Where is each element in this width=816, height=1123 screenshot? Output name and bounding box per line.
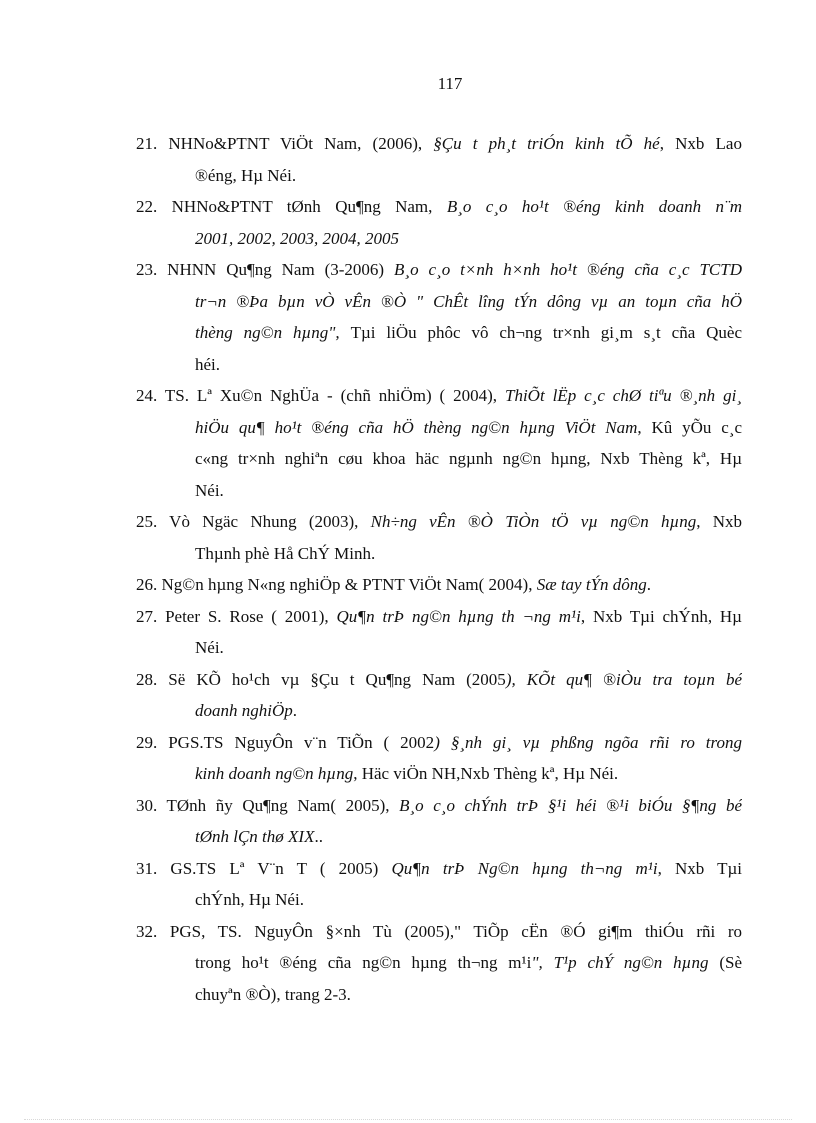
reference-item xyxy=(136,727,742,790)
reference-text: Thµnh phè Hå ChÝ Minh. xyxy=(195,543,376,563)
reference-title-text: Qu¶n trÞ Ng©n hµng th¬ng m¹i xyxy=(391,858,658,878)
reference-text: Néi. xyxy=(195,638,224,657)
reference-text: trong ho¹t ®éng cña ng©n hµng th¬ng m¹i xyxy=(195,953,532,972)
reference-title-text: tØnh lÇn thø XIX xyxy=(195,827,315,846)
reference-line xyxy=(136,128,742,160)
reference-text: 31. GS.TS Lª V¨n T ( 2005) xyxy=(136,858,392,878)
reference-line xyxy=(136,191,742,223)
reference-line xyxy=(136,758,742,790)
reference-text: 23. NHNN Qu¶ng Nam (3-2006) xyxy=(136,260,395,279)
reference-line xyxy=(136,979,742,1011)
reference-item xyxy=(136,506,742,569)
reference-title-text: §Çu t ph¸t triÓn kinh tÕ hé xyxy=(433,134,660,153)
page-bottom-divider xyxy=(24,1119,792,1120)
reference-text: 30. TØnh ñy Qu¶ng Nam( 2005), xyxy=(136,795,400,815)
reference-line xyxy=(136,601,742,633)
reference-line xyxy=(136,727,742,759)
reference-item xyxy=(136,601,742,664)
reference-item xyxy=(136,569,742,601)
reference-line xyxy=(136,317,742,349)
reference-line xyxy=(136,916,742,948)
reference-text: 27. Peter S. Rose ( 2001), xyxy=(136,606,337,626)
reference-text: 21. NHNo&PTNT ViÖt Nam, (2006), xyxy=(136,134,434,153)
reference-title-text: ), KÕt qu¶ ®iÒu tra toµn bé xyxy=(505,669,742,689)
reference-line xyxy=(136,160,742,192)
reference-text: , Nxb Tµi xyxy=(657,858,742,878)
reference-title-text: Qu¶n trÞ ng©n hµng th ¬ng m¹i xyxy=(336,606,581,626)
reference-line xyxy=(136,349,742,381)
reference-text: 32. PGS, TS. NguyÔn §×nh Tù (2005)," TiÕp cËn ®Ó gi¶m thiÓu rñi ro xyxy=(136,921,742,941)
reference-item xyxy=(136,128,742,191)
reference-title-text: thèng ng©n hµng", xyxy=(195,323,351,342)
reference-line xyxy=(136,538,742,570)
reference-title-text: B¸o c¸o chÝnh trÞ §¹i héi ®¹i biÓu §¶ng bé xyxy=(399,795,742,815)
reference-text: 22. NHNo&PTNT tØnh Qu¶ng Nam, xyxy=(136,197,447,216)
reference-title-text: doanh nghiÖp xyxy=(195,701,293,720)
reference-title-text: B¸o c¸o ho¹t ®éng kinh doanh n¨m xyxy=(446,197,742,216)
reference-item xyxy=(136,380,742,506)
reference-line xyxy=(136,632,742,664)
reference-line xyxy=(136,695,742,727)
reference-text: 25. Vò Ngäc Nhung (2003), xyxy=(136,512,371,531)
reference-title-text: Nh÷ng vÊn ®Ò TiÒn tÖ vµ ng©n hµng xyxy=(370,512,697,531)
reference-title-text: ", T¹p chÝ ng©n hµng xyxy=(531,953,709,972)
reference-line xyxy=(136,380,742,412)
reference-title-text: 2001, 2002, 2003, 2004, 2005 xyxy=(195,228,399,248)
reference-line xyxy=(136,884,742,916)
reference-text: Tµi liÖu phôc vô ch¬ng tr×nh gi¸m s¸t cña Quèc xyxy=(350,323,742,342)
reference-line xyxy=(136,821,742,853)
reference-title-text: Sæ tay tÝn dông xyxy=(536,575,647,594)
reference-text: 24. TS. Lª Xu©n NghÜa - (chñ nhiÖm) ( 2004), xyxy=(136,386,505,405)
reference-item xyxy=(136,790,742,853)
reference-title-text: B¸o c¸o t×nh h×nh ho¹t ®éng cña c¸c TCTD xyxy=(394,260,742,279)
reference-line xyxy=(136,412,742,444)
reference-text: , Häc viÖn NH,Nxb Thèng kª, Hµ Néi. xyxy=(353,764,619,783)
reference-list xyxy=(136,128,742,1010)
reference-line xyxy=(136,790,742,822)
reference-line xyxy=(136,223,742,255)
reference-item xyxy=(136,254,742,380)
reference-text: , Nxb xyxy=(696,512,742,531)
reference-item xyxy=(136,191,742,254)
reference-item xyxy=(136,664,742,727)
reference-text: . xyxy=(646,575,652,594)
reference-text: . xyxy=(292,701,297,720)
reference-title-text: ThiÕt lËp c¸c chØ tiªu ®¸nh gi¸ xyxy=(504,386,742,405)
reference-title-text: hiÖu qu¶ ho¹t ®éng cña hÖ thèng ng©n hµng ViÖt Nam xyxy=(195,417,638,437)
reference-line xyxy=(136,853,742,885)
reference-line xyxy=(136,254,742,286)
reference-text: 29. PGS.TS NguyÔn v¨n TiÕn ( 2002 xyxy=(136,732,435,752)
reference-line xyxy=(136,443,742,475)
reference-title-text: kinh doanh ng©n hµng xyxy=(195,764,354,783)
reference-text: (Sè xyxy=(708,953,742,972)
reference-text: c«ng tr×nh nghiªn cøu khoa häc ngµnh ng©n hµng, Nxb Thèng kª, Hµ xyxy=(195,449,742,468)
reference-line xyxy=(136,286,742,318)
reference-text: 28. Së KÕ ho¹ch vµ §Çu t Qu¶ng Nam (2005 xyxy=(136,669,506,689)
reference-title-text: ) §¸nh gi¸ vµ phßng ngõa rñi ro trong xyxy=(434,732,742,752)
reference-text: 26. Ng©n hµng N«ng nghiÖp & PTNT ViÖt Nam( 2004), xyxy=(136,575,537,594)
reference-text: chuyªn ®Ò), trang 2-3. xyxy=(195,984,351,1004)
reference-line xyxy=(136,569,742,601)
reference-item xyxy=(136,916,742,1011)
reference-line xyxy=(136,506,742,538)
reference-text: héi. xyxy=(195,354,221,374)
reference-title-text: tr¬n ®Þa bµn vÒ vÊn ®Ò " ChÊt lîng tÝn dông vµ an toµn cña hÖ xyxy=(195,291,742,311)
reference-text: , Nxb Tµi chÝnh, Hµ xyxy=(580,606,742,626)
reference-line xyxy=(136,475,742,507)
reference-text: , Nxb Lao xyxy=(659,134,742,153)
reference-text: chÝnh, Hµ Néi. xyxy=(195,890,304,909)
page-number: 117 xyxy=(437,74,463,93)
reference-text: ®éng, Hµ Néi. xyxy=(195,165,297,185)
reference-line xyxy=(136,947,742,979)
reference-item xyxy=(136,853,742,916)
reference-text: Néi. xyxy=(195,480,224,500)
reference-line xyxy=(136,664,742,696)
reference-text: .. xyxy=(314,827,323,846)
reference-text: , Kû yÕu c¸c xyxy=(637,417,742,437)
